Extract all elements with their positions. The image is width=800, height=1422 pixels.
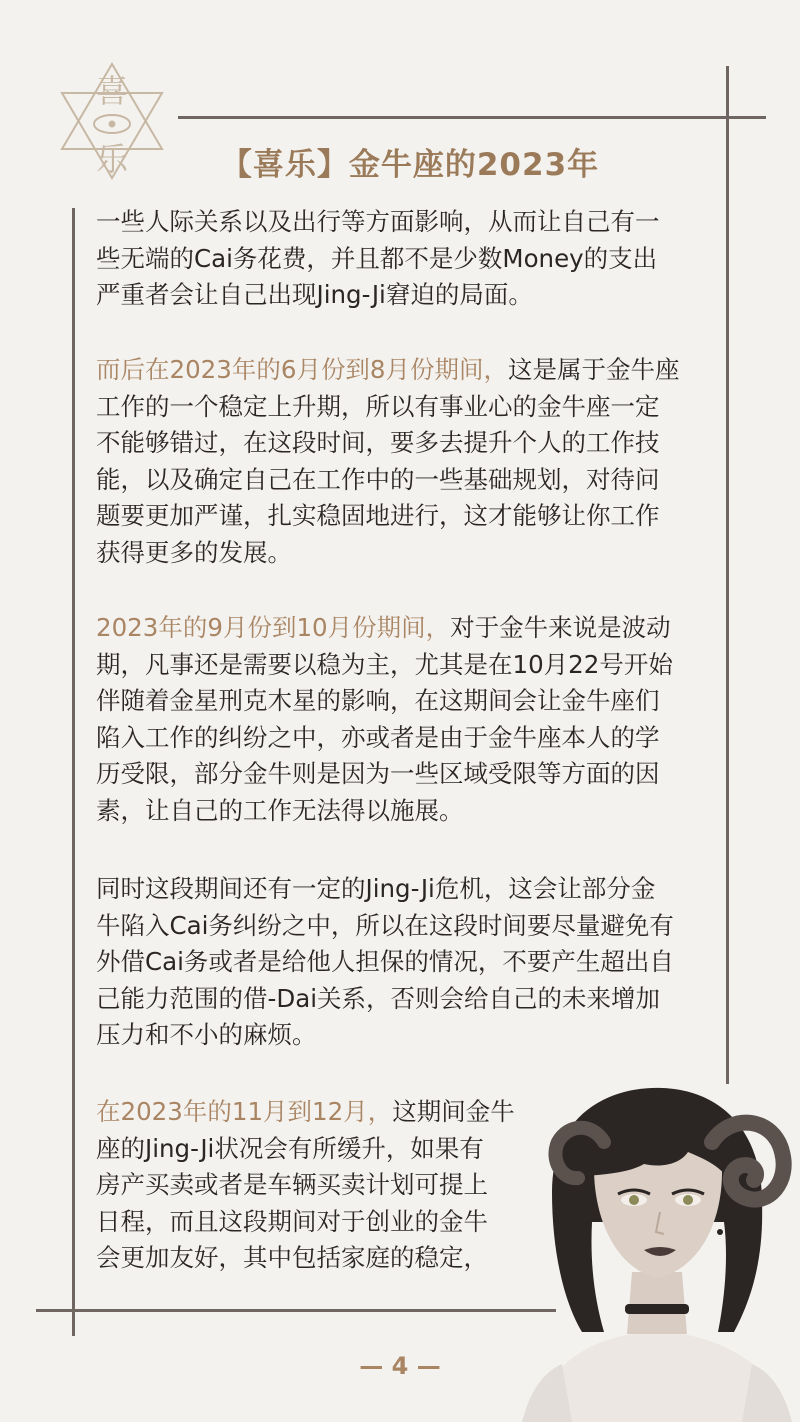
text-line: 己能力范围的借-Dai关系，否则会给自己的未来增加: [96, 983, 661, 1013]
text-line: 不能够错过，在这段时间，要多去提升个人的工作技: [96, 428, 660, 457]
xile-logo: [32, 56, 192, 186]
text-line: 获得更多的发展。: [96, 537, 292, 567]
text-line: 些无端的Cai务花费，并且都不是少数Money的支出: [96, 243, 658, 273]
text-line: 题要更加严谨，扎实稳固地进行，这才能够让你工作: [96, 501, 660, 530]
text-line: 2023年的9月份到10月份期间，对于金牛来说是波动: [96, 613, 671, 642]
text-line: 会更加友好，其中包括家庭的稳定，: [96, 1243, 488, 1272]
text-line: 能，以及确定自己在工作中的一些基础规划，对待问: [96, 464, 660, 494]
text-line: 历受限，部分金牛则是因为一些区域受限等方面的因: [96, 759, 660, 788]
text-line: 素，让自己的工作无法得以施展。: [96, 795, 464, 825]
left-divider: [72, 208, 75, 1336]
text-line: 日程，而且这段期间对于创业的金牛: [96, 1206, 488, 1236]
page-title: 【喜乐】金牛座的2023年: [220, 147, 600, 183]
text-line: 座的Jing-Ji状况会有所缓升，如果有: [96, 1133, 484, 1163]
text-line: 同时这段期间还有一定的Jing-Ji危机，这会让部分金: [96, 874, 656, 903]
text-line: 而后在2023年的6月份到8月份期间，这是属于金牛座: [96, 355, 680, 384]
paragraph-3: [96, 610, 673, 829]
highlight-text: 而后在2023年的6月份到8月份期间，: [96, 355, 509, 384]
bottom-divider: [36, 1309, 556, 1312]
text-line: 工作的一个稳定上升期，所以有事业心的金牛座一定: [96, 391, 660, 421]
paragraph-1: [96, 204, 660, 314]
paragraph-4: [96, 871, 674, 1054]
text-line: 压力和不小的麻烦。: [96, 1020, 317, 1049]
text-line: 外借Cai务或者是给他人担保的情况，不要产生超出自: [96, 947, 674, 976]
logo-char-top: 喜: [95, 72, 129, 110]
logo-char-bottom: 乐: [95, 140, 129, 178]
top-divider: [178, 116, 766, 119]
paragraph-5: [96, 1094, 515, 1277]
page-number: — 4 —: [359, 1352, 441, 1380]
text-line: 房产买卖或者是车辆买卖计划可提上: [96, 1170, 488, 1199]
text-line: 伴随着金星刑克木星的影响，在这期间会让金牛座们: [96, 686, 660, 715]
text-line: 严重者会让自己出现Jing-Ji窘迫的局面。: [96, 280, 533, 309]
text-line: 陷入工作的纠纷之中，亦或者是由于金牛座本人的学: [96, 722, 660, 752]
text-line: 一些人际关系以及出行等方面影响，从而让自己有一: [96, 207, 660, 236]
aries-girl-illustration: [512, 1072, 800, 1422]
right-divider: [726, 66, 729, 1084]
highlight-text: 在2023年的11月到12月，: [96, 1097, 393, 1126]
text-line: 期，凡事还是需要以稳为主，尤其是在10月22号开始: [96, 649, 673, 679]
highlight-text: 2023年的9月份到10月份期间，: [96, 613, 451, 642]
paragraph-2: [96, 352, 680, 571]
text-line: 牛陷入Cai务纠纷之中，所以在这段时间要尽量避免有: [96, 910, 674, 940]
text-line: 在2023年的11月到12月，这期间金牛: [96, 1097, 515, 1126]
